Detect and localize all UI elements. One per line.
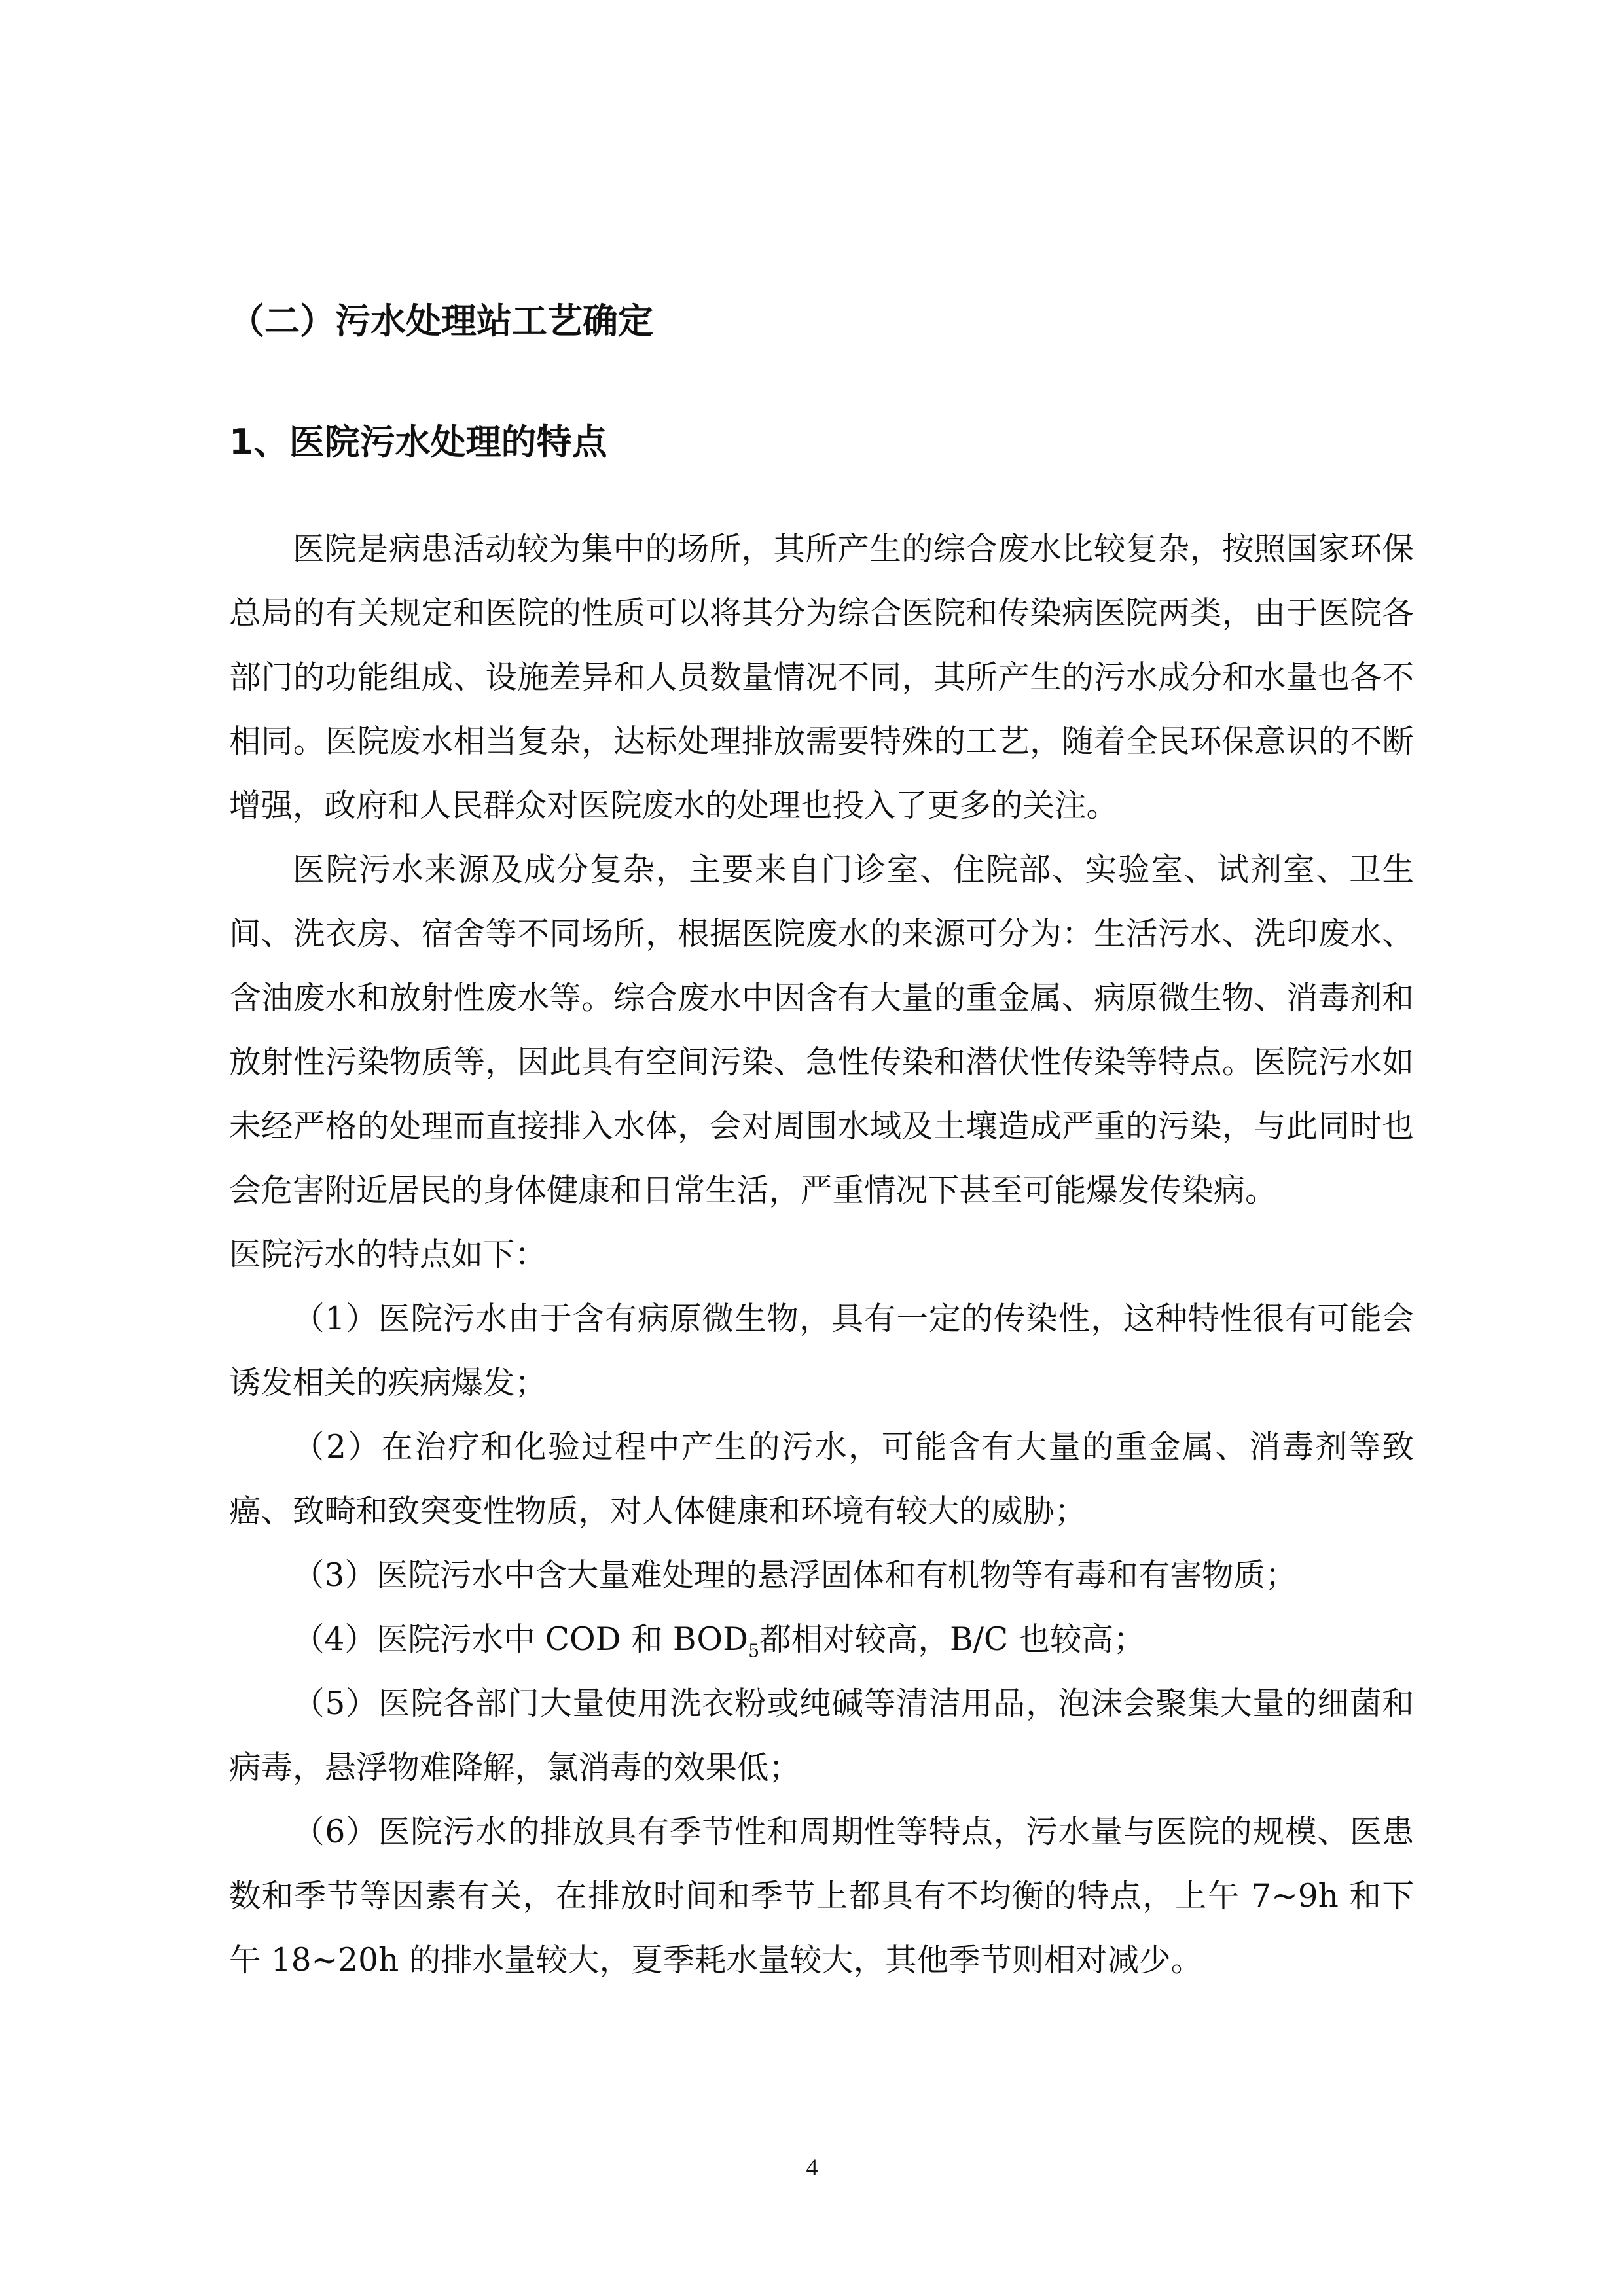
list-item-4-text: （4）医院污水中 COD 和 BOD: [293, 1621, 749, 1658]
paragraph-2: 医院污水来源及成分复杂，主要来自门诊室、住院部、实验室、试剂室、卫生间、洗衣房、宿舍等不同场所，根据医院废水的来源可分为：生活污水、洗印废水、含油废水和放射性废水等。综合废水中因含有大量的重金属、病原微生物、消毒剂和放射性污染物质等，因此具有空间污染、急性传染和潜伏性传染等特点。医院污水如未经严格的处理而直接排入水体，会对周围水域及土壤造成严重的污染，与此同时也会危害附近居民的身体健康和日常生活，严重情况下甚至可能爆发传染病。: [229, 852, 1414, 1209]
list-item-3: （3）医院污水中含大量难处理的悬浮固体和有机物等有毒和有害物质；: [293, 1557, 1297, 1594]
list-item-2: （2）在治疗和化验过程中产生的污水，可能含有大量的重金属、消毒剂等致癌、致畸和致突变性物质，对人体健康和环境有较大的威胁；: [229, 1429, 1414, 1530]
page-number: 4: [806, 2154, 818, 2180]
bod-subscript: 5: [748, 1641, 760, 1662]
section-heading: （二）污水处理站工艺确定: [229, 300, 653, 342]
paragraph-1: 医院是病患活动较为集中的场所，其所产生的综合废水比较复杂，按照国家环保总局的有关规定和医院的性质可以将其分为综合医院和传染病医院两类，由于医院各部门的功能组成、设施差异和人员数量情况不同，其所产生的污水成分和水量也各不相同。医院废水相当复杂，达标处理排放需要特殊的工艺，随着全民环保意识的不断增强，政府和人民群众对医院废水的处理也投入了更多的关注。: [229, 531, 1414, 824]
list-item-1: （1）医院污水由于含有病原微生物，具有一定的传染性，这种特性很有可能会诱发相关的疾病爆发；: [229, 1300, 1414, 1401]
list-item-5: （5）医院各部门大量使用洗衣粉或纯碱等清洁用品，泡沫会聚集大量的细菌和病毒，悬浮物难降解，氯消毒的效果低；: [229, 1685, 1414, 1786]
list-item-4-text-end: 都相对较高，B/C 也较高；: [759, 1621, 1146, 1658]
list-item-6: （6）医院污水的排放具有季节性和周期性等特点，污水量与医院的规模、医患数和季节等因素有关，在排放时间和季节上都具有不均衡的特点，上午 7~9h 和下午 18~20h 的排水量较大，夏季耗水量较大，其他季节则相对减少。: [229, 1814, 1414, 1979]
list-intro: 医院污水的特点如下：: [229, 1236, 547, 1273]
list-item-4: [229, 1607, 1414, 1672]
body-text: [229, 517, 1414, 1992]
subsection-heading: 1、医院污水处理的特点: [229, 422, 607, 463]
